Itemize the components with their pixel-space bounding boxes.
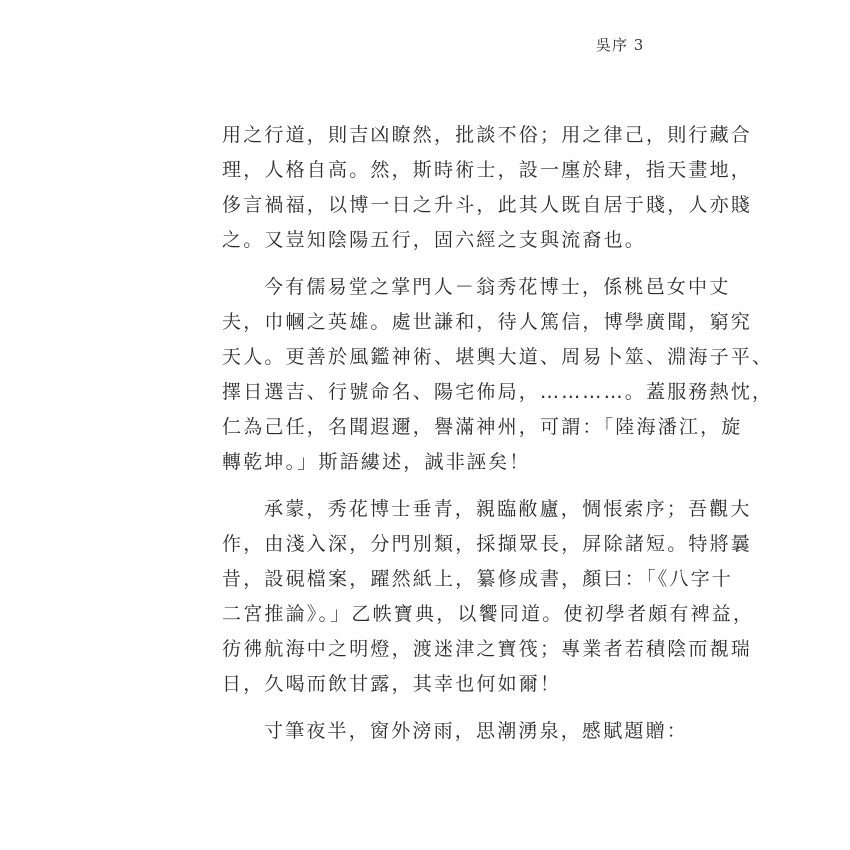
paragraph-3	[222, 492, 755, 702]
paragraph-2	[222, 270, 774, 480]
text-line: 仁為己任，名聞遐邇，譽滿神州，可謂：「陸海潘江，旋	[222, 416, 743, 438]
text-line: 彷彿航海中之明燈，渡迷津之寶筏；專業者若積陰而覩瑞	[222, 638, 753, 660]
paragraph-4	[222, 714, 689, 749]
text-line: 夫，巾幗之英雄。處世謙和，待人篤信，博學廣聞，窮究	[222, 311, 753, 333]
text-line: 之。又豈知陰陽五行，固六經之支與流裔也。	[222, 229, 647, 251]
running-header: 吳序 3	[596, 36, 645, 54]
text-line: 今有儒易堂之掌門人－翁秀花博士，係桃邑女中丈	[264, 276, 731, 298]
text-line: 轉乾坤。」斯語縷述，誠非誣矣！	[222, 451, 531, 473]
text-line: 擇日選吉、行號命名、陽宅佈局，…………。蓋服務熱忱，	[222, 381, 774, 403]
preface-body	[222, 118, 774, 761]
text-line: 天人。更善於風鑑神術、堪輿大道、周易卜筮、淵海子平、	[222, 346, 774, 368]
text-line: 理，人格自高。然，斯時術士，設一廛於肆，指天畫地，	[222, 159, 753, 181]
text-line: 用之行道，則吉凶瞭然，批談不俗；用之律己，則行藏合	[222, 124, 753, 146]
paragraph-1	[222, 118, 753, 258]
text-line: 昔，設硯檔案，躍然紙上，纂修成書，顏曰：「《八字十	[222, 568, 734, 590]
text-line: 日，久喝而飲甘露，其幸也何如爾！	[222, 673, 562, 695]
text-line: 二宮推論》。」乙帙寶典，以饗同道。使初學者頗有裨益，	[222, 603, 755, 625]
text-line: 承蒙，秀花博士垂青，親臨敝廬，惆悵索序；吾觀大	[264, 498, 752, 520]
text-line: 作，由淺入深，分門別類，採擷眾長，屏除諸短。特將曩	[222, 533, 753, 555]
text-line: 寸筆夜半，窗外滂雨，思潮湧泉，慼賦題贈：	[264, 720, 689, 742]
text-line: 侈言禍福，以博一日之升斗，此其人既自居于賤，人亦賤	[222, 194, 753, 216]
